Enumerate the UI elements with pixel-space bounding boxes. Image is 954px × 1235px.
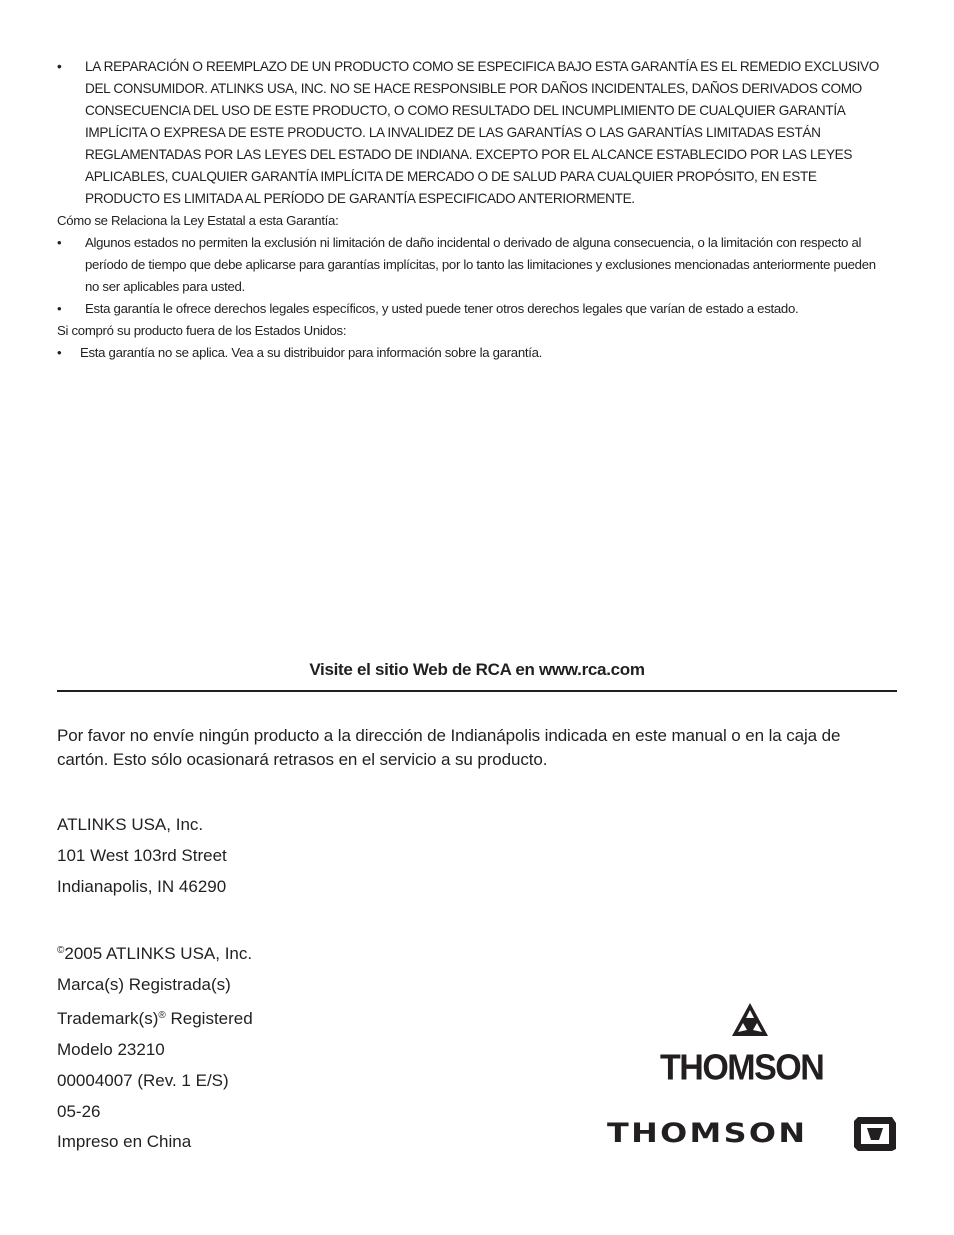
outside-us-heading: Si compró su producto fuera de los Estados Unidos: <box>57 323 347 338</box>
registered-symbol: ® <box>158 1010 166 1021</box>
state-law-item-text: Esta garantía le ofrece derechos legales específicos, y usted puede tener otros derechos legales que varían de estado a estado. <box>85 301 799 316</box>
address-street: 101 West 103rd Street <box>57 846 227 865</box>
trademark-prefix: Trademark(s) <box>57 1009 159 1028</box>
date-code: 05-26 <box>57 1102 101 1121</box>
shipping-notice: Por favor no envíe ningún producto a la dirección de Indianápolis indicada en este manual o en la caja de cartón. Esto sólo ocasionará retrasos en el servicio a su producto. <box>57 726 841 769</box>
trademark-line <box>57 1000 253 1034</box>
state-law-item-text: Algunos estados no permiten la exclusión ni limitación de daño incidental o derivado de alguna consecuencia, o la limitación con respecto al período de tiempo que debe aplicarse para garantías implícitas, por lo tanto las limitaciones y exclusiones mencionadas anteriormente pueden no ser aplicables para usted. <box>85 235 876 294</box>
state-law-item <box>57 232 892 298</box>
address-city: Indianapolis, IN 46290 <box>57 877 227 896</box>
copyright-line <box>57 935 253 969</box>
copyright-text: 2005 ATLINKS USA, Inc. <box>64 944 253 963</box>
bullet-symbol: • <box>57 59 62 74</box>
thomson-cube-logo-icon <box>852 1115 898 1153</box>
thomson-triangle-logo-icon <box>730 1002 770 1040</box>
registered-es: Marca(s) Registrada(s) <box>57 975 231 994</box>
outside-us-item-text: Esta garantía no se aplica. Vea a su distribuidor para información sobre la garantía. <box>80 345 542 360</box>
product-info <box>57 935 253 1154</box>
bullet-symbol: • <box>57 345 62 360</box>
website-line: Visite el sitio Web de RCA en www.rca.com <box>309 660 645 679</box>
thomson-wordmark-secondary: THOMSON <box>607 1118 808 1149</box>
model-number: Modelo 23210 <box>57 1040 165 1059</box>
state-law-item <box>57 298 892 320</box>
disclaimer-text: LA REPARACIÓN O REEMPLAZO DE UN PRODUCTO COMO SE ESPECIFICA BAJO ESTA GARANTÍA ES EL REMEDIO EXCLUSIVO DEL CONSUMIDOR. ATLINKS USA, INC. NO SE HACE RESPONSIBLE POR DAÑOS INCIDENTALES, DAÑOS DERIVADOS COMO CONSECUENCIA DEL USO DE ESTE PRODUCTO, O COMO RESULTADO DEL INCUMPLIMIENTO DE CUALQUIER GARANTÍA IMPLÍCITA O EXPRESA DE ESTE PRODUCTO. LA INVALIDEZ DE LAS GARANTÍAS O LAS GARANTÍAS LIMITADAS ESTÁN REGLAMENTADAS POR LAS LEYES DEL ESTADO DE INDIANA. EXCEPTO POR EL ALCANCE ESTABLECIDO POR LAS LEYES APLICABLES, CUALQUIER GARANTÍA IMPLÍCITA DE MERCADO O DE SALUD PARA CUALQUIER PROPÓSITO, EN ESTE PRODUCTO ES LIMITADA AL PERÍODO DE GARANTÍA ESPECIFICADO ANTERIORMENTE. <box>85 59 879 206</box>
trademark-suffix: Registered <box>165 1009 253 1028</box>
copyright-symbol: © <box>57 945 65 956</box>
bullet-symbol: • <box>57 301 62 316</box>
warranty-section <box>57 56 892 364</box>
disclaimer-bullet <box>57 56 892 210</box>
bullet-symbol: • <box>57 235 62 250</box>
company-address <box>57 809 227 902</box>
divider <box>57 690 897 692</box>
printed-in: Impreso en China <box>57 1132 192 1151</box>
state-law-heading: Cómo se Relaciona la Ley Estatal a esta Garantía: <box>57 213 339 228</box>
address-company: ATLINKS USA, Inc. <box>57 815 204 834</box>
part-number: 00004007 (Rev. 1 E/S) <box>57 1071 229 1090</box>
thomson-wordmark-primary: THOMSON <box>660 1048 824 1088</box>
outside-us-item <box>57 342 892 364</box>
